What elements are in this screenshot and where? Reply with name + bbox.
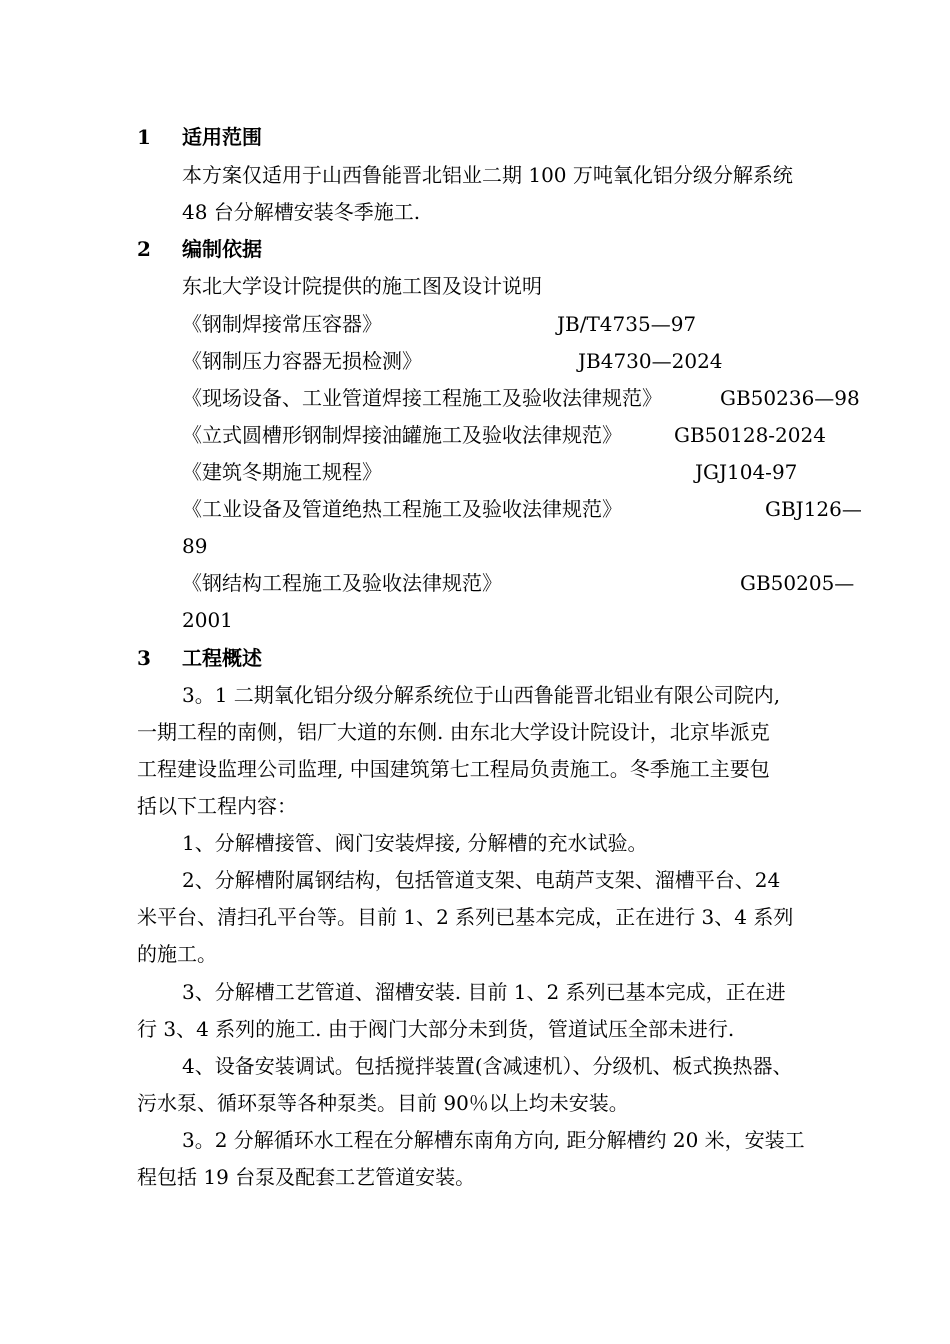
paragraph-line: 3。2 分解循环水工程在分解槽东南角方向, 距分解槽约 20 米，安装工 [182, 1128, 805, 1152]
paragraph-line: 本方案仅适用于山西鲁能晋北铝业二期 100 万吨氧化铝分级分解系统 [182, 163, 793, 187]
paragraph-line: 一期工程的南侧，铝厂大道的东侧. 由东北大学设计院设计，北京毕派克 [137, 720, 770, 744]
section-number: 2 [137, 237, 151, 261]
reference-title: 《钢结构工程施工及验收法律规范》 [182, 571, 502, 595]
paragraph-line: 米平台、清扫孔平台等。目前 1、2 系列已基本完成，正在进行 3、4 系列 [137, 905, 794, 929]
paragraph-line: 括以下工程内容： [137, 794, 297, 818]
section-title: 工程概述 [182, 646, 262, 670]
reference-code-continued: 89 [182, 534, 208, 558]
paragraph-line: 行 3、4 系列的施工. 由于阀门大部分未到货，管道试压全部未进行. [137, 1017, 735, 1041]
paragraph-line: 3、分解槽工艺管道、溜槽安装. 目前 1、2 系列已基本完成，正在进 [182, 980, 786, 1004]
paragraph-line: 2、分解槽附属钢结构，包括管道支架、电葫芦支架、溜槽平台、24 [182, 868, 781, 892]
paragraph-line: 4、设备安装调试。包括搅拌装置(含减速机）、分级机、板式换热器、 [182, 1054, 793, 1078]
section-number: 3 [137, 646, 151, 670]
paragraph-line: 的施工。 [137, 942, 217, 966]
reference-intro: 东北大学设计院提供的施工图及设计说明 [182, 274, 542, 298]
reference-code: JB4730—2024 [578, 349, 723, 373]
section-number: 1 [137, 125, 151, 149]
paragraph-line: 48 台分解槽安装冬季施工. [182, 200, 421, 224]
reference-code-continued: 2001 [182, 608, 233, 632]
paragraph-line: 3。1 二期氧化铝分级分解系统位于山西鲁能晋北铝业有限公司院内, [182, 683, 781, 707]
reference-code: GB50205— [740, 571, 855, 595]
reference-title: 《建筑冬期施工规程》 [182, 460, 382, 484]
reference-title: 《立式圆槽形钢制焊接油罐施工及验收法律规范》 [182, 423, 622, 447]
reference-title: 《工业设备及管道绝热工程施工及验收法律规范》 [182, 497, 622, 521]
reference-code: JGJ104-97 [695, 460, 798, 484]
reference-code: GB50128-2024 [674, 423, 826, 447]
section-title: 编制依据 [182, 237, 262, 261]
reference-title: 《钢制焊接常压容器》 [182, 312, 382, 336]
paragraph-line: 工程建设监理公司监理, 中国建筑第七工程局负责施工。冬季施工主要包 [137, 757, 770, 781]
reference-code: GBJ126— [765, 497, 862, 521]
paragraph-line: 污水泵、循环泵等各种泵类。目前 90％以上均未安装。 [137, 1091, 629, 1115]
reference-code: JB/T4735—97 [557, 312, 697, 336]
section-title: 适用范围 [182, 125, 262, 149]
reference-title: 《现场设备、工业管道焊接工程施工及验收法律规范》 [182, 386, 662, 410]
paragraph-line: 1、分解槽接管、阀门安装焊接, 分解槽的充水试验。 [182, 831, 648, 855]
reference-title: 《钢制压力容器无损检测》 [182, 349, 422, 373]
reference-code: GB50236—98 [720, 386, 860, 410]
paragraph-line: 程包括 19 台泵及配套工艺管道安装。 [137, 1165, 476, 1189]
